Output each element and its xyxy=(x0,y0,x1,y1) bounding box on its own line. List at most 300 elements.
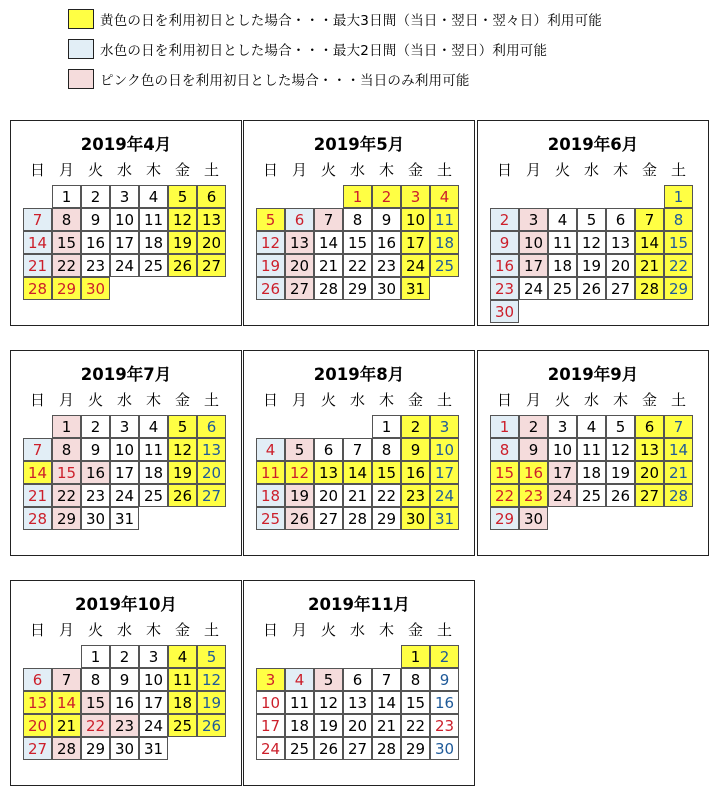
day-cell: 17 xyxy=(519,254,548,277)
day-cell: 25 xyxy=(256,507,285,530)
day-cell: 13 xyxy=(343,691,372,714)
weekday-header: 水 xyxy=(349,621,365,639)
day-cell: 1 xyxy=(81,645,110,668)
day-cell: 25 xyxy=(548,277,577,300)
day-cell: 22 xyxy=(81,714,110,737)
day-cell: 23 xyxy=(81,254,110,277)
day-cell: 21 xyxy=(664,461,693,484)
weekday-header: 月 xyxy=(58,621,74,639)
day-cell: 30 xyxy=(519,507,548,530)
day-cell: 15 xyxy=(372,461,401,484)
month-calendar xyxy=(477,120,709,326)
weekday-header: 日 xyxy=(262,621,278,639)
day-cell: 20 xyxy=(606,254,635,277)
day-cell: 7 xyxy=(314,208,343,231)
legend xyxy=(68,4,602,94)
weekday-header: 水 xyxy=(583,161,599,179)
legend-item-pink xyxy=(68,64,602,94)
day-cell: 12 xyxy=(256,231,285,254)
day-cell: 20 xyxy=(635,461,664,484)
day-cell: 19 xyxy=(256,254,285,277)
day-cell: 12 xyxy=(197,668,226,691)
month-calendar xyxy=(10,120,242,326)
day-cell: 4 xyxy=(139,185,168,208)
day-cell: 20 xyxy=(197,461,226,484)
day-cell: 18 xyxy=(285,714,314,737)
day-cell: 19 xyxy=(577,254,606,277)
day-cell: 30 xyxy=(430,737,459,760)
day-cell: 7 xyxy=(635,208,664,231)
day-cell: 29 xyxy=(52,277,81,300)
weekday-header: 月 xyxy=(291,621,307,639)
weekday-header: 金 xyxy=(641,161,657,179)
day-cell: 24 xyxy=(110,254,139,277)
day-cell: 27 xyxy=(23,737,52,760)
day-cell: 3 xyxy=(256,668,285,691)
weekday-header: 日 xyxy=(29,161,45,179)
day-cell: 16 xyxy=(490,254,519,277)
day-cell: 18 xyxy=(577,461,606,484)
day-cell: 14 xyxy=(314,231,343,254)
day-cell: 8 xyxy=(52,208,81,231)
day-cell: 2 xyxy=(372,185,401,208)
weekday-header: 木 xyxy=(612,161,628,179)
day-cell: 29 xyxy=(372,507,401,530)
day-cell: 31 xyxy=(401,277,430,300)
month-calendar xyxy=(243,350,475,556)
weekday-header: 土 xyxy=(436,621,452,639)
legend-text: ピンク色の日を利用初日とした場合・・・当日のみ利用可能 xyxy=(100,73,470,89)
day-cell: 8 xyxy=(372,438,401,461)
day-cell: 22 xyxy=(664,254,693,277)
day-cell: 24 xyxy=(430,484,459,507)
day-cell: 20 xyxy=(314,484,343,507)
pink-swatch xyxy=(68,69,94,89)
day-cell: 7 xyxy=(343,438,372,461)
weekday-header: 月 xyxy=(525,161,541,179)
month-title: 2019年7月 xyxy=(80,365,172,384)
day-cell: 21 xyxy=(343,484,372,507)
day-cell: 15 xyxy=(664,231,693,254)
day-cell: 17 xyxy=(430,461,459,484)
month-calendar xyxy=(10,580,242,786)
day-cell: 1 xyxy=(52,415,81,438)
day-cell: 24 xyxy=(401,254,430,277)
day-cell: 3 xyxy=(430,415,459,438)
day-cell: 11 xyxy=(430,208,459,231)
weekday-header: 木 xyxy=(145,161,161,179)
day-cell: 17 xyxy=(401,231,430,254)
day-cell: 9 xyxy=(372,208,401,231)
day-cell: 28 xyxy=(343,507,372,530)
day-cell: 3 xyxy=(401,185,430,208)
day-cell: 24 xyxy=(110,484,139,507)
legend-item-yellow xyxy=(68,4,602,34)
weekday-header: 月 xyxy=(291,161,307,179)
weekday-header: 日 xyxy=(496,161,512,179)
day-cell: 26 xyxy=(285,507,314,530)
day-cell: 8 xyxy=(81,668,110,691)
day-cell: 25 xyxy=(285,737,314,760)
day-cell: 31 xyxy=(110,507,139,530)
day-cell: 29 xyxy=(664,277,693,300)
day-cell: 21 xyxy=(52,714,81,737)
day-cell: 14 xyxy=(23,461,52,484)
day-cell: 11 xyxy=(168,668,197,691)
day-cell: 11 xyxy=(139,208,168,231)
day-cell: 22 xyxy=(52,484,81,507)
day-cell: 25 xyxy=(577,484,606,507)
weekday-header: 木 xyxy=(145,391,161,409)
day-cell: 22 xyxy=(343,254,372,277)
legend-text: 黄色の日を利用初日とした場合・・・最大3日間（当日・翌日・翌々日）利用可能 xyxy=(100,13,602,29)
day-cell: 24 xyxy=(139,714,168,737)
day-cell: 25 xyxy=(139,254,168,277)
day-cell: 28 xyxy=(372,737,401,760)
month-title: 2019年10月 xyxy=(75,595,177,614)
weekday-header: 水 xyxy=(116,621,132,639)
day-cell: 5 xyxy=(314,668,343,691)
day-cell: 26 xyxy=(577,277,606,300)
weekday-header: 月 xyxy=(58,391,74,409)
weekday-header: 火 xyxy=(87,621,103,639)
day-cell: 5 xyxy=(577,208,606,231)
day-cell: 18 xyxy=(548,254,577,277)
day-cell: 7 xyxy=(23,208,52,231)
day-cell: 10 xyxy=(548,438,577,461)
day-cell: 28 xyxy=(52,737,81,760)
month-title: 2019年6月 xyxy=(547,135,639,154)
day-cell: 4 xyxy=(577,415,606,438)
day-cell: 1 xyxy=(401,645,430,668)
day-cell: 13 xyxy=(314,461,343,484)
day-cell: 10 xyxy=(256,691,285,714)
weekday-header: 土 xyxy=(203,391,219,409)
day-cell: 9 xyxy=(110,668,139,691)
day-cell: 1 xyxy=(52,185,81,208)
day-cell: 6 xyxy=(314,438,343,461)
weekday-header: 日 xyxy=(496,391,512,409)
day-cell: 21 xyxy=(372,714,401,737)
day-cell: 22 xyxy=(490,484,519,507)
day-cell: 29 xyxy=(343,277,372,300)
day-cell: 4 xyxy=(430,185,459,208)
day-cell: 26 xyxy=(606,484,635,507)
weekday-header: 水 xyxy=(349,161,365,179)
day-cell: 12 xyxy=(168,208,197,231)
weekday-header: 水 xyxy=(583,391,599,409)
weekday-header: 月 xyxy=(525,391,541,409)
day-cell: 2 xyxy=(81,415,110,438)
day-cell: 19 xyxy=(168,461,197,484)
month-title: 2019年8月 xyxy=(313,365,405,384)
day-cell: 15 xyxy=(81,691,110,714)
day-cell: 25 xyxy=(430,254,459,277)
weekday-header: 土 xyxy=(670,391,686,409)
day-cell: 12 xyxy=(168,438,197,461)
day-cell: 31 xyxy=(430,507,459,530)
day-cell: 14 xyxy=(635,231,664,254)
day-cell: 26 xyxy=(256,277,285,300)
day-cell: 16 xyxy=(81,231,110,254)
day-cell: 27 xyxy=(197,484,226,507)
day-cell: 20 xyxy=(285,254,314,277)
day-cell: 11 xyxy=(577,438,606,461)
day-cell: 20 xyxy=(23,714,52,737)
day-cell: 29 xyxy=(52,507,81,530)
weekday-header: 水 xyxy=(349,391,365,409)
day-cell: 12 xyxy=(577,231,606,254)
day-cell: 18 xyxy=(139,461,168,484)
day-cell: 3 xyxy=(110,415,139,438)
day-cell: 6 xyxy=(23,668,52,691)
day-cell: 14 xyxy=(664,438,693,461)
day-cell: 21 xyxy=(23,484,52,507)
day-cell: 23 xyxy=(519,484,548,507)
day-cell: 30 xyxy=(401,507,430,530)
day-cell: 13 xyxy=(23,691,52,714)
day-cell: 14 xyxy=(343,461,372,484)
weekday-header: 火 xyxy=(320,621,336,639)
weekday-header: 金 xyxy=(174,161,190,179)
month-title: 2019年11月 xyxy=(308,595,410,614)
day-cell: 28 xyxy=(314,277,343,300)
day-cell: 8 xyxy=(52,438,81,461)
day-cell: 8 xyxy=(490,438,519,461)
day-cell: 7 xyxy=(23,438,52,461)
day-cell: 24 xyxy=(519,277,548,300)
day-cell: 26 xyxy=(197,714,226,737)
day-cell: 25 xyxy=(139,484,168,507)
day-cell: 12 xyxy=(606,438,635,461)
day-cell: 16 xyxy=(430,691,459,714)
day-cell: 15 xyxy=(490,461,519,484)
weekday-header: 金 xyxy=(407,391,423,409)
day-cell: 27 xyxy=(285,277,314,300)
weekday-header: 土 xyxy=(670,161,686,179)
day-cell: 8 xyxy=(401,668,430,691)
day-cell: 27 xyxy=(606,277,635,300)
weekday-header: 火 xyxy=(320,161,336,179)
day-cell: 13 xyxy=(635,438,664,461)
yellow-swatch xyxy=(68,9,94,29)
day-cell: 2 xyxy=(490,208,519,231)
day-cell: 6 xyxy=(606,208,635,231)
day-cell: 14 xyxy=(372,691,401,714)
weekday-header: 火 xyxy=(320,391,336,409)
weekday-header: 金 xyxy=(407,161,423,179)
day-cell: 23 xyxy=(110,714,139,737)
day-cell: 16 xyxy=(372,231,401,254)
day-cell: 17 xyxy=(548,461,577,484)
day-cell: 5 xyxy=(168,185,197,208)
day-cell: 4 xyxy=(168,645,197,668)
day-cell: 15 xyxy=(343,231,372,254)
day-cell: 27 xyxy=(314,507,343,530)
weekday-header: 土 xyxy=(436,161,452,179)
weekday-header: 水 xyxy=(116,161,132,179)
day-cell: 12 xyxy=(314,691,343,714)
day-cell: 26 xyxy=(314,737,343,760)
weekday-header: 火 xyxy=(554,391,570,409)
day-cell: 15 xyxy=(52,231,81,254)
day-cell: 26 xyxy=(168,254,197,277)
day-cell: 18 xyxy=(168,691,197,714)
day-cell: 9 xyxy=(81,208,110,231)
weekday-header: 水 xyxy=(116,391,132,409)
day-cell: 24 xyxy=(548,484,577,507)
day-cell: 1 xyxy=(343,185,372,208)
day-cell: 4 xyxy=(285,668,314,691)
day-cell: 1 xyxy=(490,415,519,438)
day-cell: 4 xyxy=(548,208,577,231)
day-cell: 20 xyxy=(343,714,372,737)
day-cell: 3 xyxy=(110,185,139,208)
day-cell: 16 xyxy=(81,461,110,484)
day-cell: 9 xyxy=(430,668,459,691)
day-cell: 17 xyxy=(110,461,139,484)
day-cell: 17 xyxy=(256,714,285,737)
day-cell: 27 xyxy=(343,737,372,760)
weekday-header: 金 xyxy=(641,391,657,409)
day-cell: 6 xyxy=(197,185,226,208)
day-cell: 18 xyxy=(430,231,459,254)
day-cell: 19 xyxy=(168,231,197,254)
weekday-header: 金 xyxy=(407,621,423,639)
day-cell: 11 xyxy=(548,231,577,254)
legend-item-blue xyxy=(68,34,602,64)
weekday-header: 木 xyxy=(612,391,628,409)
day-cell: 8 xyxy=(664,208,693,231)
day-cell: 2 xyxy=(110,645,139,668)
day-cell: 10 xyxy=(139,668,168,691)
weekday-header: 木 xyxy=(378,391,394,409)
day-cell: 3 xyxy=(519,208,548,231)
day-cell: 26 xyxy=(168,484,197,507)
day-cell: 9 xyxy=(401,438,430,461)
day-cell: 6 xyxy=(285,208,314,231)
day-cell: 5 xyxy=(285,438,314,461)
day-cell: 23 xyxy=(372,254,401,277)
day-cell: 6 xyxy=(343,668,372,691)
day-cell: 12 xyxy=(285,461,314,484)
day-cell: 30 xyxy=(372,277,401,300)
month-calendar xyxy=(10,350,242,556)
weekday-header: 木 xyxy=(378,161,394,179)
day-cell: 15 xyxy=(52,461,81,484)
day-cell: 30 xyxy=(490,300,519,323)
day-cell: 31 xyxy=(139,737,168,760)
day-cell: 14 xyxy=(52,691,81,714)
day-cell: 29 xyxy=(401,737,430,760)
weekday-header: 土 xyxy=(203,161,219,179)
day-cell: 3 xyxy=(139,645,168,668)
day-cell: 23 xyxy=(490,277,519,300)
day-cell: 19 xyxy=(314,714,343,737)
weekday-header: 金 xyxy=(174,391,190,409)
day-cell: 10 xyxy=(110,438,139,461)
day-cell: 9 xyxy=(519,438,548,461)
day-cell: 1 xyxy=(372,415,401,438)
weekday-header: 日 xyxy=(29,621,45,639)
day-cell: 3 xyxy=(548,415,577,438)
weekday-header: 火 xyxy=(554,161,570,179)
day-cell: 16 xyxy=(401,461,430,484)
day-cell: 30 xyxy=(81,277,110,300)
day-cell: 19 xyxy=(606,461,635,484)
month-calendar xyxy=(243,120,475,326)
month-title: 2019年9月 xyxy=(547,365,639,384)
day-cell: 10 xyxy=(110,208,139,231)
light-blue-swatch xyxy=(68,39,94,59)
day-cell: 21 xyxy=(23,254,52,277)
day-cell: 13 xyxy=(285,231,314,254)
day-cell: 22 xyxy=(401,714,430,737)
day-cell: 21 xyxy=(314,254,343,277)
day-cell: 7 xyxy=(664,415,693,438)
day-cell: 10 xyxy=(519,231,548,254)
month-calendar xyxy=(477,350,709,556)
day-cell: 13 xyxy=(197,438,226,461)
day-cell: 20 xyxy=(197,231,226,254)
weekday-header: 土 xyxy=(203,621,219,639)
weekday-header: 月 xyxy=(291,391,307,409)
day-cell: 30 xyxy=(110,737,139,760)
day-cell: 6 xyxy=(635,415,664,438)
weekday-header: 木 xyxy=(145,621,161,639)
day-cell: 10 xyxy=(430,438,459,461)
day-cell: 5 xyxy=(606,415,635,438)
day-cell: 2 xyxy=(401,415,430,438)
day-cell: 4 xyxy=(139,415,168,438)
day-cell: 25 xyxy=(168,714,197,737)
day-cell: 4 xyxy=(256,438,285,461)
day-cell: 28 xyxy=(23,277,52,300)
day-cell: 1 xyxy=(664,185,693,208)
day-cell: 8 xyxy=(343,208,372,231)
weekday-header: 土 xyxy=(436,391,452,409)
day-cell: 14 xyxy=(23,231,52,254)
day-cell: 2 xyxy=(519,415,548,438)
legend-text: 水色の日を利用初日とした場合・・・最大2日間（当日・翌日）利用可能 xyxy=(100,43,548,59)
weekday-header: 月 xyxy=(58,161,74,179)
day-cell: 22 xyxy=(372,484,401,507)
day-cell: 6 xyxy=(197,415,226,438)
weekday-header: 日 xyxy=(29,391,45,409)
day-cell: 23 xyxy=(81,484,110,507)
day-cell: 28 xyxy=(23,507,52,530)
day-cell: 30 xyxy=(81,507,110,530)
day-cell: 15 xyxy=(401,691,430,714)
day-cell: 18 xyxy=(139,231,168,254)
day-cell: 23 xyxy=(430,714,459,737)
day-cell: 9 xyxy=(81,438,110,461)
day-cell: 7 xyxy=(372,668,401,691)
weekday-header: 火 xyxy=(87,391,103,409)
day-cell: 5 xyxy=(197,645,226,668)
day-cell: 16 xyxy=(519,461,548,484)
day-cell: 5 xyxy=(168,415,197,438)
day-cell: 7 xyxy=(52,668,81,691)
day-cell: 28 xyxy=(635,277,664,300)
day-cell: 13 xyxy=(606,231,635,254)
day-cell: 22 xyxy=(52,254,81,277)
day-cell: 27 xyxy=(635,484,664,507)
day-cell: 11 xyxy=(285,691,314,714)
weekday-header: 金 xyxy=(174,621,190,639)
day-cell: 19 xyxy=(197,691,226,714)
month-calendar xyxy=(243,580,475,786)
